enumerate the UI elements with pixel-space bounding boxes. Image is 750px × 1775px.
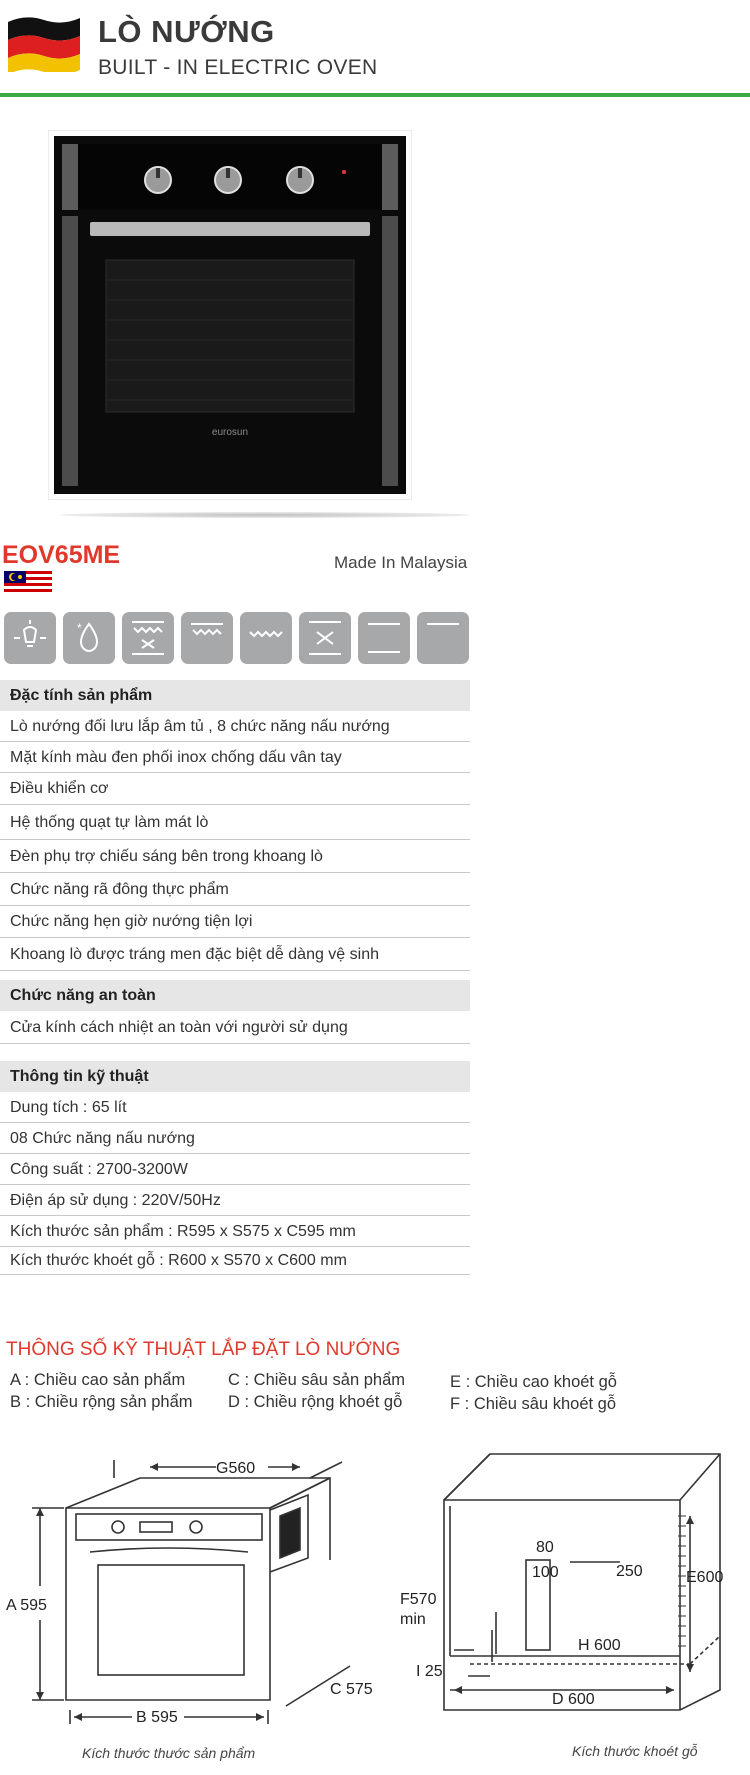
safety-heading: Chức năng an toàn: [0, 980, 470, 1011]
page-subtitle: BUILT - IN ELECTRIC OVEN: [98, 56, 378, 79]
dim-b: B 595: [136, 1709, 178, 1726]
features-table: [0, 680, 470, 971]
list-item: Kích thước khoét gỗ : R600 x S570 x C600 mm: [0, 1247, 470, 1275]
list-item: Dung tích : 65 lít: [0, 1092, 470, 1123]
made-in-label: Made In Malaysia: [334, 553, 468, 572]
list-item: Khoang lò được tráng men đặc biệt dễ dàng vệ sinh: [0, 938, 470, 971]
model-name: EOV65ME: [2, 541, 121, 569]
technical-heading: Thông tin kỹ thuật: [0, 1061, 470, 1092]
legend-f: F : Chiều sâu khoét gỗ: [450, 1395, 617, 1413]
list-item: Điện áp sử dụng : 220V/50Hz: [0, 1185, 470, 1216]
dim-f: F570: [400, 1591, 437, 1608]
list-item: Mặt kính màu đen phối inox chống dấu vân tay: [0, 742, 470, 773]
legend-a: A : Chiều cao sản phẩm: [10, 1371, 186, 1389]
fan-bottom-icon: [299, 612, 351, 664]
top-heat-icon: [417, 612, 469, 664]
defrost-light-icon: [4, 612, 56, 664]
list-item: Chức năng hẹn giờ nướng tiện lợi: [0, 906, 470, 938]
dim-80: 80: [536, 1539, 554, 1556]
dim-c: C 575: [330, 1681, 373, 1698]
fan-grill-top-icon: [122, 612, 174, 664]
features-heading: Đặc tính sản phẩm: [0, 680, 470, 711]
dim-250: 250: [616, 1563, 643, 1580]
technical-table: [0, 1061, 470, 1275]
list-item: Kích thước sản phẩm : R595 x S575 x C595 mm: [0, 1216, 470, 1247]
list-item: Lò nướng đối lưu lắp âm tủ , 8 chức năng nấu nướng: [0, 711, 470, 742]
list-item: Đèn phụ trợ chiếu sáng bên trong khoang lò: [0, 840, 470, 873]
caption-product: Kích thước thước sản phẩm: [82, 1745, 256, 1761]
dim-h: H 600: [578, 1637, 621, 1654]
list-item: Chức năng rã đông thực phẩm: [0, 873, 470, 906]
list-item: 08 Chức năng nấu nướng: [0, 1123, 470, 1154]
list-item: Cửa kính cách nhiệt an toàn với người sử dụng: [0, 1011, 470, 1044]
dim-a: A 595: [6, 1597, 47, 1614]
header-divider: [0, 93, 750, 97]
list-item: Hệ thống quạt tự làm mát lò: [0, 805, 470, 840]
dim-100: 100: [532, 1564, 559, 1581]
function-icons: [4, 612, 470, 666]
germany-flag-icon: [6, 12, 82, 72]
dim-f-min: min: [400, 1611, 426, 1628]
dim-e: E600: [686, 1569, 724, 1586]
legend-d: D : Chiều rộng khoét gỗ: [228, 1393, 403, 1411]
legend-b: B : Chiều rộng sản phẩm: [10, 1393, 193, 1411]
legend-c: C : Chiều sâu sản phẩm: [228, 1371, 406, 1389]
dim-d: D 600: [552, 1691, 595, 1708]
list-item: Công suất : 2700-3200W: [0, 1154, 470, 1185]
brand-logo: eurosun: [211, 427, 249, 438]
cutout-dimension-drawing: [390, 1440, 750, 1730]
legend-e: E : Chiều cao khoét gỗ: [450, 1373, 617, 1391]
top-grill-icon: [181, 612, 233, 664]
list-item: Điều khiển cơ: [0, 773, 470, 805]
dim-i: I 25: [416, 1663, 443, 1680]
oven-product-image: [48, 130, 412, 500]
dim-g: G560: [216, 1460, 256, 1477]
svg-text:*: *: [77, 621, 82, 635]
malaysia-flag-icon: [4, 571, 52, 593]
installation-title: THÔNG SỐ KỸ THUẬT LẮP ĐẶT LÒ NƯỚNG: [6, 1339, 401, 1360]
top-bottom-heat-icon: [358, 612, 410, 664]
caption-cutout: Kích thước khoét gỗ: [572, 1743, 698, 1759]
safety-table: [0, 980, 470, 1044]
product-dimension-drawing: [0, 1440, 390, 1730]
photo-shadow: [60, 512, 470, 518]
defrost-drop-icon: [63, 612, 115, 664]
grill-icon: [240, 612, 292, 664]
page-title: LÒ NƯỚNG: [98, 14, 275, 49]
